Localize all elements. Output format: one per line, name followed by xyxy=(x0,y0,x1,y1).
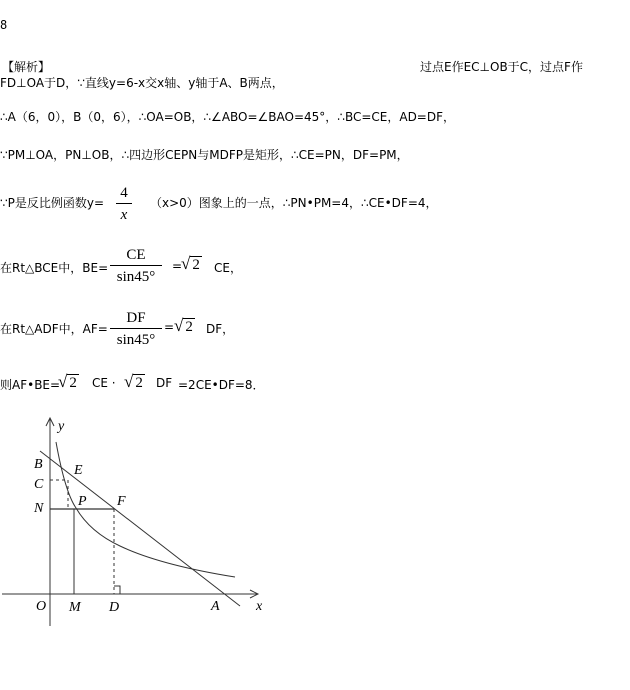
fraction-denominator: sin45° xyxy=(116,269,156,285)
solution-line-8-mid-1: CE · xyxy=(92,376,116,390)
radical-sign: √ xyxy=(124,372,134,391)
fraction-df-over-sin45 xyxy=(110,309,162,349)
fraction-bar xyxy=(110,265,162,266)
equals-sign: = xyxy=(172,259,183,273)
label-x: x xyxy=(256,599,263,614)
fraction-numerator: DF xyxy=(126,310,146,326)
label-e: E xyxy=(74,463,83,478)
equals-sign: = xyxy=(164,320,175,334)
label-b: B xyxy=(34,457,43,472)
label-a: A xyxy=(211,599,220,614)
solution-line-5-before: ∵P是反比例函数y= xyxy=(0,196,105,210)
label-c: C xyxy=(34,477,44,492)
solution-heading: 【解析】 xyxy=(2,60,51,74)
sqrt-2 xyxy=(174,316,195,336)
fraction-4-over-x xyxy=(116,184,132,224)
sqrt-2 xyxy=(58,372,79,392)
fraction-bar xyxy=(110,328,162,329)
fraction-denominator: sin45° xyxy=(116,332,156,348)
solution-line-8-before: 则AF•BE= xyxy=(0,378,61,392)
label-m: M xyxy=(69,600,81,615)
radical-sign: √ xyxy=(58,372,68,391)
solution-line-7-before: 在Rt△ADF中，AF= xyxy=(0,322,108,336)
line-ab xyxy=(40,451,240,606)
solution-line-7-after: DF， xyxy=(206,322,235,336)
fraction-numerator: CE xyxy=(126,247,146,263)
radicand: 2 xyxy=(185,319,193,335)
solution-line-3: ∴A（6，0），B（0，6），∴OA=OB，∴∠ABO=∠BAO=45°，∴BC=CE，AD=DF， xyxy=(0,110,456,124)
right-angle-marker xyxy=(114,586,120,594)
radicand: 2 xyxy=(69,375,77,391)
label-p: P xyxy=(78,494,87,509)
solution-line-6-before: 在Rt△BCE中，BE= xyxy=(0,261,109,275)
geometry-figure xyxy=(0,412,300,642)
fraction-denominator: x xyxy=(120,207,128,223)
label-o: O xyxy=(36,599,47,614)
radical-sign: √ xyxy=(181,254,191,273)
radicand: 2 xyxy=(135,375,143,391)
sqrt-2 xyxy=(124,372,145,392)
solution-line-5-after: （x>0）图象上的一点，∴PN•PM=4，∴CE•DF=4， xyxy=(150,196,438,210)
radicand: 2 xyxy=(192,257,200,273)
fraction-ce-over-sin45 xyxy=(110,246,162,286)
solution-line-1: 过点E作EC⊥OB于C，过点F作 xyxy=(420,60,583,74)
label-n: N xyxy=(34,501,44,516)
solution-line-2: FD⊥OA于D，∵直线y=6-x交x轴、y轴于A、B两点， xyxy=(0,76,284,90)
fraction-bar xyxy=(116,203,132,204)
solution-line-4: ∵PM⊥OA，PN⊥OB，∴四边形CEPN与MDFP是矩形，∴CE=PN，DF=PM， xyxy=(0,148,409,162)
solution-line-8-mid-2: DF xyxy=(156,376,173,390)
label-y: y xyxy=(58,419,65,434)
solution-line-6-after: CE， xyxy=(214,261,242,275)
fraction-numerator: 4 xyxy=(120,185,128,201)
radical-sign: √ xyxy=(174,316,184,335)
solution-line-8-after: =2CE•DF=8． xyxy=(178,378,265,392)
sqrt-2 xyxy=(181,254,202,274)
label-f: F xyxy=(117,494,126,509)
label-d: D xyxy=(109,600,120,615)
problem-number: 8 xyxy=(0,18,8,32)
